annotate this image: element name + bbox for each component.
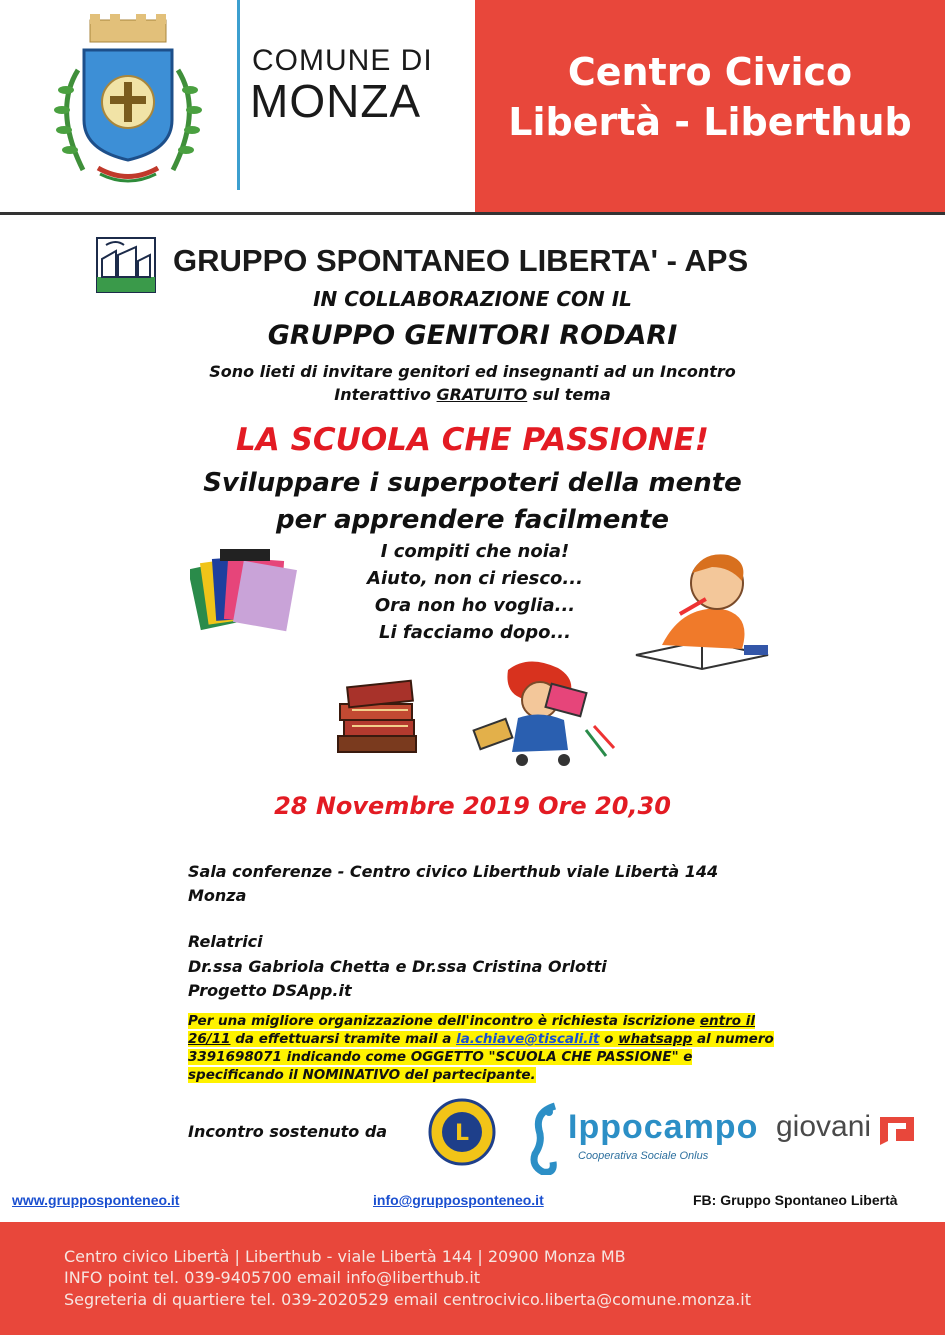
organizer-name: GRUPPO SPONTANEO LIBERTA' - APS: [173, 243, 749, 278]
studying-boy-illustration: [632, 545, 772, 675]
info-email-link[interactable]: info@grupposponteneo.it: [373, 1192, 544, 1208]
ippocampo-name: Ippocampo: [568, 1108, 759, 1146]
center-title-line2: Libertà - Liberthub: [508, 100, 912, 144]
website-link[interactable]: www.grupposponteneo.it: [12, 1192, 180, 1208]
event-date: 28 Novembre 2019 Ore 20,30: [274, 792, 671, 820]
collaboration-line: IN COLLABORAZIONE CON IL: [313, 287, 632, 311]
registration-note: Per una migliore organizzazione dell'incontro è richiesta iscrizione entro il 26/11 da effettuarsi tramite mail a la.chiave@tiscali.it o whatsapp al numero 3391698071 indicando come OGGETTO "SCUOLA CHE PASSIONE" e specificando il NOMINATIVO del partecipante.: [188, 1013, 774, 1083]
speakers-title: Relatrici: [188, 932, 263, 951]
giovani-flag-icon: [880, 1117, 914, 1145]
svg-text:L: L: [454, 1121, 470, 1146]
ippocampo-subtitle: Cooperativa Sociale Onlus: [578, 1150, 709, 1162]
header-divider: [237, 0, 240, 190]
gruppo-spontaneo-logo-icon: [96, 237, 156, 293]
registration-email-link[interactable]: la.chiave@tiscali.it: [456, 1031, 600, 1047]
giovani-logo-text: giovani: [776, 1110, 872, 1143]
center-title-line1: Centro Civico: [567, 50, 853, 94]
venue-line-1: Sala conferenze - Centro civico Liberthub viale Libertà 144: [188, 862, 719, 881]
quote-2: Aiuto, non ci riesco...: [367, 568, 583, 589]
sponsor-label: Incontro sostenuto da: [188, 1122, 388, 1141]
stack-of-books-illustration: [330, 668, 425, 763]
free-emphasis: GRATUITO: [436, 385, 528, 404]
subtitle-line-1: Sviluppare i superpoteri della mente: [203, 468, 742, 498]
project-name: Progetto DSApp.it: [188, 981, 352, 1000]
invite-line-1: Sono lieti di invitare genitori ed insegnanti ad un Incontro: [209, 362, 736, 381]
comune-city: MONZA: [250, 75, 422, 127]
footer-secretariat: Segreteria di quartiere tel. 039-2020529 email centrocivico.liberta@comune.monza.it: [64, 1290, 752, 1309]
subtitle-line-2: per apprendere facilmente: [276, 505, 669, 535]
quote-4: Li facciamo dopo...: [379, 622, 571, 643]
footer-address: Centro civico Libertà | Liberthub - viale Libertà 144 | 20900 Monza MB: [64, 1247, 626, 1266]
kid-with-books-illustration: [468, 660, 618, 770]
quote-3: Ora non ho voglia...: [374, 595, 576, 616]
partner-name: GRUPPO GENITORI RODARI: [267, 320, 678, 351]
monza-crest-icon: [48, 10, 208, 190]
lions-club-logo-icon: [428, 1098, 496, 1166]
venue-line-2: Monza: [188, 886, 247, 905]
comune-label: COMUNE DI: [252, 44, 433, 77]
colored-folders-illustration: [190, 545, 302, 640]
speakers-names: Dr.ssa Gabriola Chetta e Dr.ssa Cristina Orlotti: [188, 957, 607, 976]
header-rule: [0, 212, 945, 215]
facebook-label: FB: Gruppo Spontaneo Libertà: [693, 1192, 898, 1208]
invite-line-2: Interattivo GRATUITO sul tema: [334, 385, 611, 404]
footer-info-point: INFO point tel. 039-9405700 email info@liberthub.it: [64, 1268, 481, 1287]
event-headline: LA SCUOLA CHE PASSIONE!: [236, 422, 709, 458]
quote-1: I compiti che noia!: [380, 541, 570, 562]
